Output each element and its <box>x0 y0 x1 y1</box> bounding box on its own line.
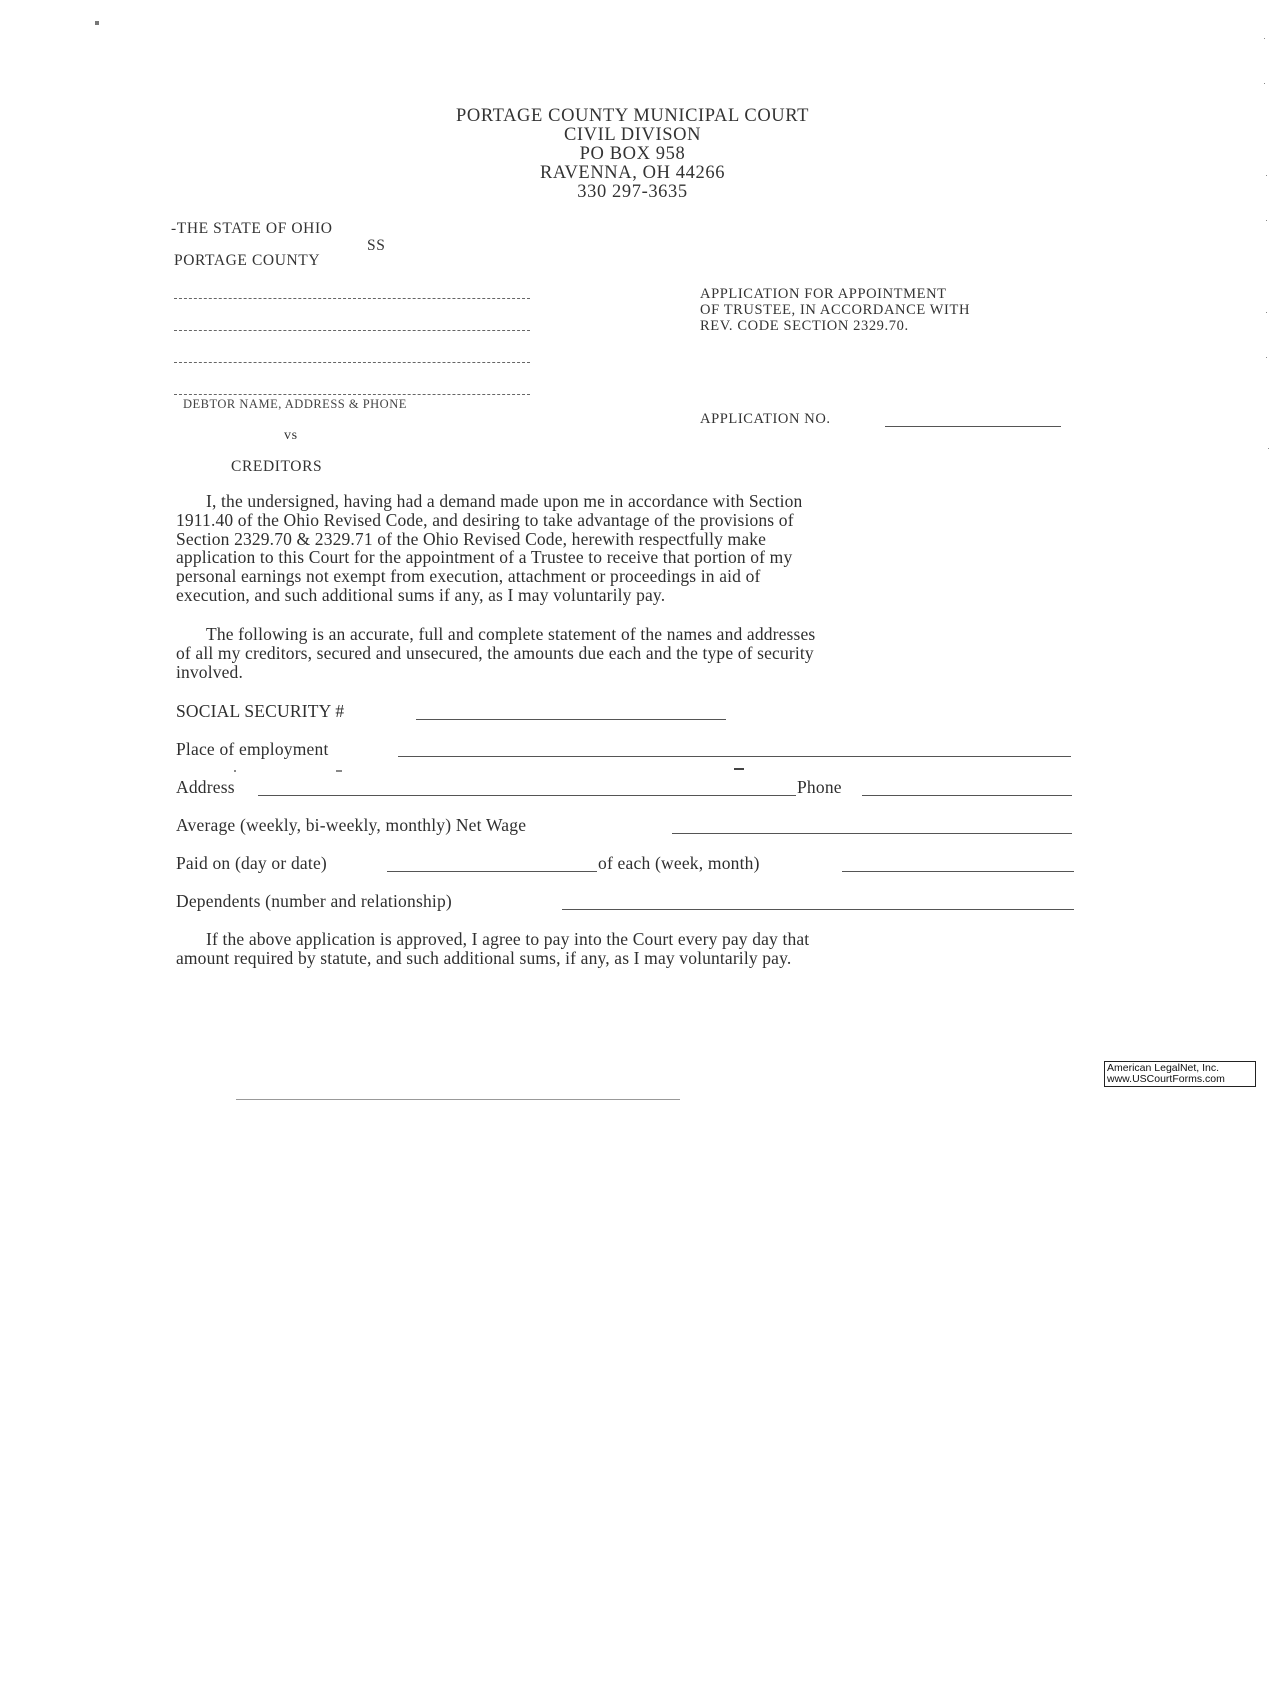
venue-state: -THE STATE OF OHIO <box>171 220 333 237</box>
paragraph-statement <box>176 625 1081 681</box>
court-name: PORTAGE COUNTY MUNICIPAL COURT <box>456 106 809 126</box>
paid-on-field[interactable] <box>387 871 597 872</box>
employment-label: Place of employment <box>176 739 329 759</box>
net-wage-label: Average (weekly, bi-weekly, monthly) Net Wage <box>176 815 527 835</box>
address-field[interactable] <box>258 795 796 796</box>
ssn-label: SOCIAL SECURITY # <box>176 701 345 721</box>
court-phone: 330 297-3635 <box>577 182 688 202</box>
dependents-label: Dependents (number and relationship) <box>176 891 452 911</box>
of-each-field[interactable] <box>842 871 1074 872</box>
paid-on-label: Paid on (day or date) <box>176 853 327 873</box>
badge-line-1: American LegalNet, Inc. <box>1107 1062 1220 1074</box>
paragraph-line: 1911.40 of the Ohio Revised Code, and desiring to take advantage of the provisions of <box>176 509 794 530</box>
debtor-line-1[interactable] <box>174 298 530 299</box>
debtor-line-2[interactable] <box>174 330 530 331</box>
net-wage-field[interactable] <box>672 833 1072 834</box>
paragraph-line: of all my creditors, secured and unsecured, the amounts due each and the type of security <box>176 642 814 663</box>
debtor-line-3[interactable] <box>174 362 530 363</box>
creditors-label: CREDITORS <box>231 458 323 475</box>
venue-county: PORTAGE COUNTY <box>174 252 321 269</box>
scan-artifact <box>734 768 744 770</box>
paragraph-line: involved. <box>176 661 243 682</box>
phone-label: Phone <box>797 777 842 797</box>
paragraph-agreement <box>176 930 1081 968</box>
badge-line-2: www.USCourtForms.com <box>1107 1073 1225 1085</box>
paragraph-line: application to this Court for the appointment of a Trustee to receive that portion of my <box>176 547 793 568</box>
court-city: RAVENNA, OH 44266 <box>539 163 726 183</box>
paragraph-line: amount required by statute, and such additional sums, if any, as I may voluntarily pay. <box>176 947 792 968</box>
paragraph-line: Section 2329.70 & 2329.71 of the Ohio Revised Code, herewith respectfully make <box>176 528 767 549</box>
ssn-field[interactable] <box>416 719 726 720</box>
scan-artifact <box>1268 448 1269 449</box>
application-title-line-1: APPLICATION FOR APPOINTMENT <box>700 286 947 302</box>
court-division: CIVIL DIVISON <box>563 125 702 145</box>
vs-label: vs <box>284 428 298 443</box>
venue-ss: SS <box>367 237 386 254</box>
legalnet-badge <box>1104 1061 1256 1087</box>
scan-artifact <box>1266 357 1267 358</box>
application-title-line-2: OF TRUSTEE, IN ACCORDANCE WITH <box>700 302 971 318</box>
scan-artifact <box>1266 175 1267 176</box>
employment-field[interactable] <box>398 756 1071 757</box>
scan-artifact <box>1266 220 1267 221</box>
scan-artifact <box>336 770 342 772</box>
dependents-field[interactable] <box>562 909 1074 910</box>
scan-artifact <box>1266 312 1267 313</box>
paragraph-line: execution, and such additional sums if any, as I may voluntarily pay. <box>176 584 666 605</box>
debtor-line-4[interactable] <box>174 394 530 395</box>
address-label: Address <box>176 777 235 797</box>
application-title-line-3: REV. CODE SECTION 2329.70. <box>700 318 909 334</box>
paragraph-line: The following is an accurate, full and complete statement of the names and addresses <box>206 624 816 644</box>
court-header <box>0 107 1275 202</box>
paragraph-line: personal earnings not exempt from execution, attachment or proceedings in aid of <box>176 566 761 587</box>
scan-artifact <box>234 770 236 772</box>
debtor-label: DEBTOR NAME, ADDRESS & PHONE <box>183 397 407 411</box>
court-po-box: PO BOX 958 <box>579 144 686 164</box>
of-each-label: of each (week, month) <box>598 853 760 873</box>
scan-artifact <box>1264 38 1265 39</box>
phone-field[interactable] <box>862 795 1072 796</box>
application-no-field[interactable] <box>885 426 1061 427</box>
scan-artifact <box>1264 83 1265 84</box>
signature-line[interactable] <box>236 1099 680 1100</box>
scan-artifact <box>95 21 99 25</box>
paragraph-line: If the above application is approved, I agree to pay into the Court every pay day that <box>206 929 810 949</box>
application-no-label: APPLICATION NO. <box>700 411 831 427</box>
paragraph-demand <box>176 492 1081 605</box>
paragraph-line: I, the undersigned, having had a demand made upon me in accordance with Section <box>206 491 803 511</box>
application-title <box>700 286 970 334</box>
